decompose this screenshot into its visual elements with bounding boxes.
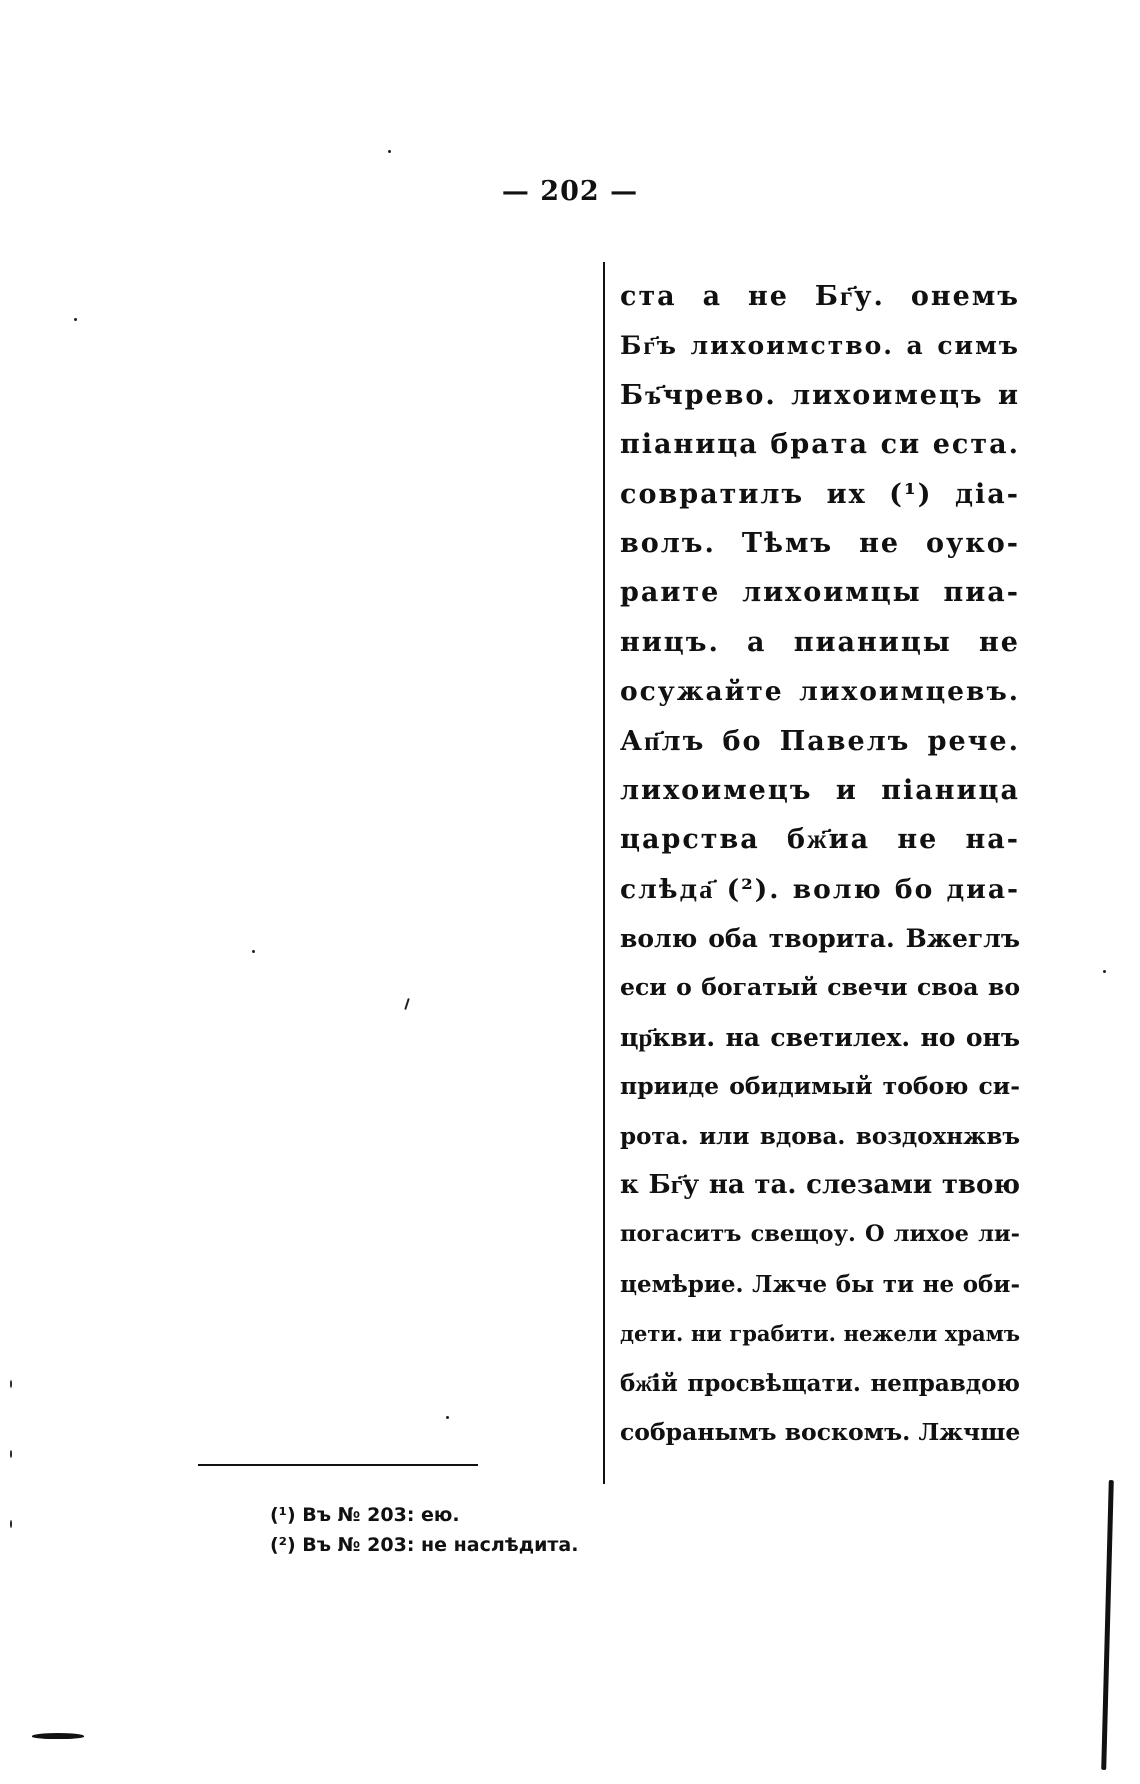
scan-speck <box>1103 970 1106 973</box>
footnote-2: (²) Въ № 203: не наслѣдита. <box>270 1534 579 1556</box>
text-line: совратилъ их (¹) діа- <box>620 478 1020 510</box>
text-line: бж҃ій просвѣщати. неправдою <box>620 1369 1020 1397</box>
scan-speck <box>404 998 410 1010</box>
footnote-separator <box>198 1464 478 1466</box>
margin-mark <box>1101 1480 1114 1770</box>
scan-speck <box>10 1520 12 1528</box>
text-line: Ап҃лъ бо Павелъ рече. <box>620 725 1020 757</box>
text-line: лихоимецъ и піаница <box>620 774 1020 806</box>
footnotes <box>270 1500 578 1560</box>
text-line: волъ. Тѣмъ не оуко- <box>620 527 1020 559</box>
text-line: погаситъ свещоу. О лихое ли- <box>620 1221 1020 1248</box>
text-line: собранымъ воскомъ. Лжчше <box>620 1417 1020 1446</box>
text-line: слѣда҃ (²). волю бо диа- <box>620 873 1020 905</box>
page-number: — 202 — <box>501 176 639 207</box>
text-column <box>620 272 1020 1457</box>
text-line: ницъ. а пианицы не <box>620 626 1020 658</box>
scan-speck <box>252 950 255 953</box>
text-line: цемѣрие. Лжче бы ти не оби- <box>620 1270 1020 1298</box>
text-line: дети. ни грабити. нежели храмъ <box>620 1321 1020 1347</box>
text-line: осужайте лихоимцевъ. <box>620 676 1020 708</box>
text-line: царства бж҃иа не на- <box>620 824 1020 856</box>
text-line: Бг҃ъ лихоимство. а симъ <box>620 331 1020 361</box>
column-rule <box>603 262 605 1484</box>
text-line: раите лихоимцы пиа- <box>620 577 1020 609</box>
text-line: Бъ҃чрево. лихоимецъ и <box>620 379 1020 411</box>
text-line: прииде обидимый тобою си- <box>620 1072 1020 1101</box>
scan-speck <box>10 1380 12 1388</box>
footnote-1: (¹) Въ № 203: ею. <box>270 1504 460 1526</box>
text-line: еси о богатый свечи своа во <box>620 973 1020 1002</box>
scan-speck <box>388 150 391 153</box>
corner-smudge <box>32 1733 84 1739</box>
scan-speck <box>10 1450 12 1458</box>
text-line: цр҃кви. на светилех. но онъ <box>620 1022 1020 1052</box>
text-line: рота. или вдова. воздохнжвъ <box>620 1122 1020 1150</box>
scan-speck <box>74 318 77 321</box>
text-line: волю оба творита. Вжеглъ <box>620 924 1020 954</box>
text-line: ста а не Бг҃у. онемъ <box>620 281 1020 312</box>
scan-speck <box>446 1416 449 1419</box>
text-line: к Бг҃у на та. слезами твою <box>620 1170 1020 1201</box>
text-line: піаница брата си еста. <box>620 429 1020 461</box>
